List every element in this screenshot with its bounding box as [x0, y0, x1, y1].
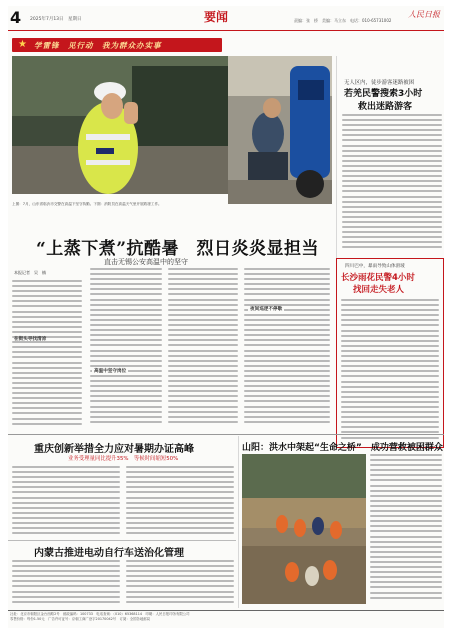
- campaign-banner: [12, 38, 222, 52]
- lower-left2-column-1: [12, 560, 120, 608]
- editor-credits: 责编：张 桥 美编：马立东 电话：010-65731002: [294, 18, 392, 23]
- newspaper-page: [8, 6, 444, 628]
- main-story-column-2: [90, 268, 162, 432]
- footer-rule: [8, 610, 444, 611]
- lower-left-divider: [8, 540, 236, 541]
- lower-left-subtitle: 业务受理量同比提升35% 等候时间缩短50%: [68, 456, 179, 462]
- lower-left2-headline: 内蒙古推进电动自行车送治化管理: [34, 548, 184, 559]
- section-title: 要闻: [204, 10, 229, 24]
- boxed-story-title-1: 长沙雨花民警4小时: [341, 273, 415, 283]
- main-subhead-1: 在街头寻找清凉: [14, 337, 47, 342]
- lower-left2-column-2: [126, 560, 234, 608]
- star-icon: ★: [18, 39, 27, 50]
- main-subhead-2: 高温中坚守岗位: [94, 369, 127, 374]
- issue-date: 2025年7月13日 星期日: [30, 17, 82, 22]
- main-story-column-1: [12, 280, 82, 432]
- photo-caption: 上图：7月，山东省临沂市交警在高温下坚守执勤。下图：消防员在高温天气里开展救援工作。: [12, 202, 162, 206]
- page-number: 4: [10, 8, 22, 27]
- boxed-story-kicker: 四川巴中，暴雨导致山体滑坡: [345, 264, 405, 269]
- main-headline: “上蒸下煮”抗酷暑 烈日炎炎显担当: [36, 239, 320, 259]
- boxed-story-body: [341, 299, 439, 443]
- lower-left-headline: 重庆创新举措全力应对暑期办证高峰: [34, 444, 194, 455]
- main-subhead-3: 夜间巡逻不停歇: [250, 307, 283, 312]
- banner-text: 学雷锋 见行动 我为群众办实事: [34, 41, 162, 50]
- header-rule: [8, 30, 444, 31]
- right-story-title-2: 救出迷路游客: [358, 102, 413, 112]
- main-story-column-3: [168, 268, 238, 432]
- section-divider: [8, 434, 444, 435]
- boxed-story: [336, 258, 444, 448]
- police-photo: [12, 56, 230, 194]
- right-story-kicker: 无人区内，徒步游客迷路被困: [344, 80, 415, 86]
- boxed-story-title-2: 找回走失老人: [353, 285, 405, 295]
- flood-rescue-photo: [242, 454, 366, 604]
- lower-right-headline: 山阳：洪水中架起“生命之桥” 成功营救被困群众: [242, 443, 443, 453]
- lower-left-column-1: [12, 466, 120, 538]
- page-footer: [10, 612, 442, 622]
- right-story-body: [342, 114, 442, 254]
- right-story-title-1: 若羌民警搜索3小时: [344, 89, 423, 99]
- lower-right-body: [370, 454, 442, 606]
- footer-line-1: 社址：北京市朝阳区金台西路2号 邮政编码：100733 电话查询：（010）65368114 印刷：人民日报印务有限公司: [10, 612, 190, 616]
- main-byline: 本报记者 吴 楠: [14, 270, 46, 275]
- lower-left-column-2: [126, 466, 234, 538]
- firefighter-photo: [228, 56, 332, 204]
- main-story-column-4: [244, 268, 330, 432]
- page-header: [8, 6, 444, 32]
- footer-line-2: 零售价格：每份1.50元 广告许可证号：京朝工商广登字20170042号 订阅：全国各地邮局: [10, 617, 151, 621]
- main-subtitle: 直击无锡公安高温中的坚守: [104, 258, 188, 266]
- masthead-logo: 人民日报: [408, 10, 440, 19]
- lower-column-divider: [238, 436, 239, 608]
